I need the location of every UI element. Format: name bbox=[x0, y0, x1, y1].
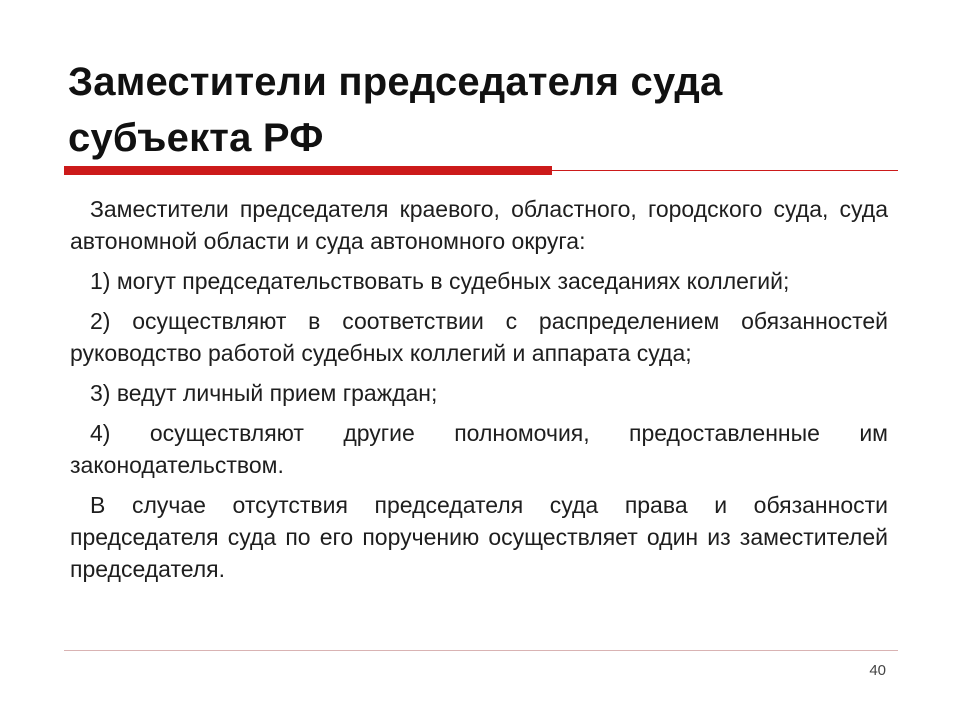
closing-paragraph: В случае отсутствия председателя суда права и обязанности председателя суда по его поручению осуществляет один из заместителей председателя. bbox=[70, 492, 888, 582]
title-divider-thin bbox=[552, 170, 898, 171]
slide-body bbox=[70, 193, 888, 593]
title-divider-thick bbox=[64, 166, 552, 175]
list-item-2: 2) осуществляют в соответствии с распределением обязанностей руководство работой судебных коллегий и аппарата суда; bbox=[70, 308, 888, 366]
title-divider bbox=[64, 166, 898, 175]
list-item-3: 3) ведут личный прием граждан; bbox=[90, 380, 438, 406]
intro-paragraph: Заместители председателя краевого, областного, городского суда, суда автономной области и суда автономного округа: bbox=[70, 196, 888, 254]
list-item-4: 4) осуществляют другие полномочия, предоставленные им законодательством. bbox=[70, 420, 888, 478]
slide-title: Заместители председателя суда субъекта РФ bbox=[68, 60, 723, 160]
list-item-1: 1) могут председательствовать в судебных заседаниях коллегий; bbox=[90, 268, 790, 294]
footer-divider bbox=[64, 650, 898, 651]
page-number: 40 bbox=[869, 662, 886, 679]
